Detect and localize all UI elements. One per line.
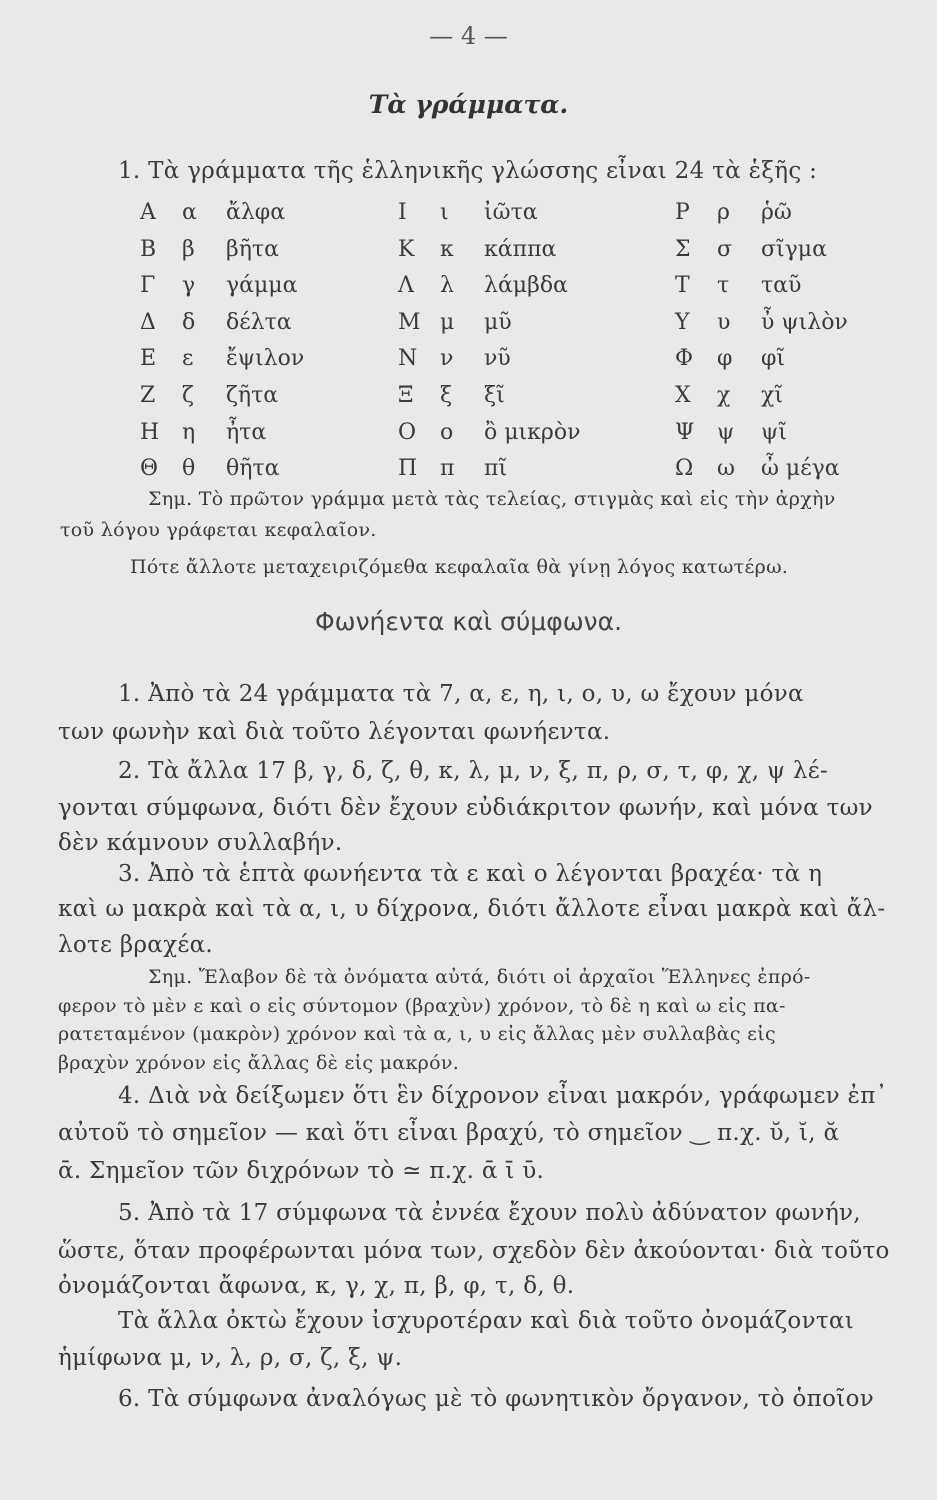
alphabet-column-1 xyxy=(140,200,304,493)
paragraph-line: δὲν κάμνουν συλλαβήν. xyxy=(58,830,343,856)
paragraph-line: 1. Ἀπὸ τὰ 24 γράμματα τὰ 7, α, ε, η, ι, ο, υ, ω ἔχουν μόνα xyxy=(118,681,804,707)
paragraph-line: ἡμίφωνα μ, ν, λ, ρ, σ, ζ, ξ, ψ. xyxy=(58,1345,403,1371)
intro-line: 1. Τὰ γράμματα τῆς ἑλληνικῆς γλώσσης εἶναι 24 τὰ ἑξῆς : xyxy=(118,158,818,184)
alphabet-row: Ξ ξ ξῖ xyxy=(398,382,505,408)
alphabet-row: Κ κ κάππα xyxy=(398,236,557,262)
alphabet-row: Ι ι ἰῶτα xyxy=(398,200,538,225)
note-line: Πότε ἄλλοτε μεταχειριζόμεθα κεφαλαῖα θὰ γίνῃ λόγος κατωτέρω. xyxy=(130,556,789,578)
alphabet-row: Υ υ ὖ ψιλὸν xyxy=(675,309,848,335)
section-heading: Φωνήεντα καὶ σύμφωνα. xyxy=(314,607,623,636)
note-line: Σημ. Ἔλαβον δὲ τὰ ὀνόματα αὐτά, διότι οἱ ἀρχαῖοι Ἕλληνες ἐπρό- xyxy=(148,966,811,988)
alphabet-row: Π π πῖ xyxy=(398,456,508,482)
note-line: φερον τὸ μὲν ε καὶ ο εἰς σύντομον (βραχὺν) χρόνον, τὸ δὲ η καὶ ω εἰς πα- xyxy=(58,995,786,1017)
paragraph-line: αὐτοῦ τὸ σημεῖον — καὶ ὅτι εἶναι βραχύ, τὸ σημεῖον ‿ π.χ. ῠ, ῐ, ᾰ xyxy=(58,1120,840,1146)
alphabet-row: Α α ἄλφα xyxy=(140,200,286,225)
alphabet-row: Μ μ μῦ xyxy=(398,309,512,335)
alphabet-row: Β β βῆτα xyxy=(140,236,279,262)
paragraph-line: ὥστε, ὅταν προφέρωνται μόνα των, σχεδὸν δὲν ἀκούονται· διὰ τοῦτο xyxy=(58,1238,890,1264)
alphabet-row: Ψ ψ ψῖ xyxy=(675,419,787,445)
alphabet-row: Φ φ φῖ xyxy=(675,346,786,372)
paragraph-line: των φωνὴν καὶ διὰ τοῦτο λέγονται φωνήεντα. xyxy=(58,719,611,745)
paragraph-line: 6. Τὰ σύμφωνα ἀναλόγως μὲ τὸ φωνητικὸν ὄργανον, τὸ ὁποῖον xyxy=(118,1386,874,1412)
alphabet-row: Η η ἦτα xyxy=(140,419,267,445)
paragraph-line: ὀνομάζονται ἄφωνα, κ, γ, χ, π, β, φ, τ, δ, θ. xyxy=(58,1273,575,1299)
alphabet-row: Χ χ χῖ xyxy=(675,382,783,408)
alphabet-row: Ν ν νῦ xyxy=(398,346,511,372)
paragraph-line: γονται σύμφωνα, διότι δὲν ἔχουν εὐδιάκριτον φωνήν, καὶ μόνα των xyxy=(58,795,873,821)
note-line: βραχὺν χρόνον εἰς ἄλλας δὲ εἰς μακρόν. xyxy=(58,1052,460,1074)
paragraph-line: λοτε βραχέα. xyxy=(58,932,214,958)
alphabet-row: Τ τ ταῦ xyxy=(675,273,802,299)
note-line: ρατεταμένον (μακρὸν) χρόνον καὶ τὰ α, ι, υ εἰς ἄλλας μὲν συλλαβὰς εἰς xyxy=(58,1023,776,1045)
paragraph-line: 4. Διὰ νὰ δείξωμεν ὅτι ἓν δίχρονον εἶναι μακρόν, γράφωμεν ἐπ᾿ xyxy=(118,1083,888,1109)
alphabet-row: Σ σ σῖγμα xyxy=(675,236,827,262)
alphabet-row: Ο ο ὂ μικρὸν xyxy=(398,419,581,445)
alphabet-row: Ω ω ὦ μέγα xyxy=(675,456,840,482)
paragraph-line: ᾱ. Σημεῖον τῶν διχρόνων τὸ ≃ π.χ. ᾱ ῑ ῡ. xyxy=(58,1158,545,1184)
alphabet-column-3 xyxy=(675,200,848,493)
paragraph-line: καὶ ω μακρὰ καὶ τὰ α, ι, υ δίχρονα, διότι ἄλλοτε εἶναι μακρὰ καὶ ἄλ- xyxy=(58,896,886,922)
paragraph-line: Τὰ ἄλλα ὀκτὼ ἔχουν ἰσχυροτέραν καὶ διὰ τοῦτο ὀνομάζονται xyxy=(118,1308,855,1334)
alphabet-row: Θ θ θῆτα xyxy=(140,456,280,482)
paragraph-line: 2. Τὰ ἄλλα 17 β, γ, δ, ζ, θ, κ, λ, μ, ν, ξ, π, ρ, σ, τ, φ, χ, ψ λέ- xyxy=(118,758,829,784)
alphabet-row: Ρ ρ ῥῶ xyxy=(675,200,792,225)
alphabet-row: Δ δ δέλτα xyxy=(140,309,292,335)
alphabet-row: Γ γ γάμμα xyxy=(140,273,298,299)
alphabet-row: Ζ ζ ζῆτα xyxy=(140,382,279,408)
alphabet-row: Λ λ λάμβδα xyxy=(398,273,568,299)
note-line: τοῦ λόγου γράφεται κεφαλαῖον. xyxy=(60,519,377,541)
paragraph-line: 5. Ἀπὸ τὰ 17 σύμφωνα τὰ ἐννέα ἔχουν πολὺ ἀδύνατον φωνήν, xyxy=(118,1200,861,1226)
paragraph-line: 3. Ἀπὸ τὰ ἑπτὰ φωνήεντα τὰ ε καὶ ο λέγονται βραχέα· τὰ η xyxy=(118,861,823,887)
alphabet-row: Ε ε ἔψιλον xyxy=(140,346,305,372)
alphabet-column-2 xyxy=(398,200,580,493)
note-line: Σημ. Τὸ πρῶτον γράμμα μετὰ τὰς τελείας, στιγμὰς καὶ εἰς τὴν ἀρχὴν xyxy=(148,488,836,510)
page-title: Τὰ γράμματα. xyxy=(368,90,569,119)
page-number: — 4 — xyxy=(429,22,508,50)
